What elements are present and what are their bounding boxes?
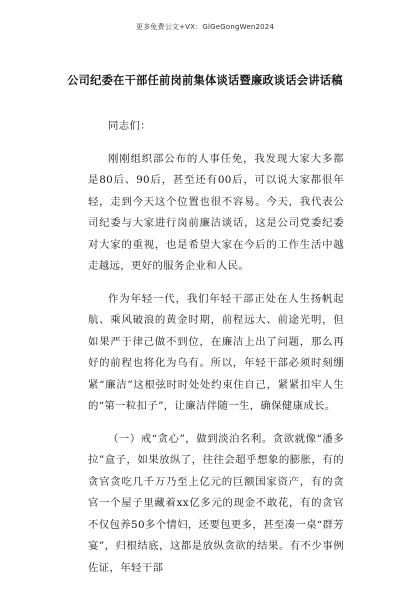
- paragraph-3: （一）戒“贪心”，做到淡泊名利。贪欲就像“潘多拉”盒子，如果放纵了，往往会超乎想象的膨胀，有的贪官贪吃几千万乃至上亿元的巨额国家资产，有的贪官一个屋子里藏着xx亿多元的现金不敢花，有的贪官不仅包养50多个情妇，还要包更多，甚至凑一桌“群芳宴”，归根结底，这都是放纵贪欲的结果。有不少事例佐证，年轻干部: [88, 432, 344, 574]
- salutation: 同志们：: [108, 120, 151, 132]
- header-note: 更多免费公文+VX：GlGeGongWen2024: [135, 23, 275, 31]
- paragraph-1: 刚刚组织部公布的人事任免，我发现大家大多都是80后、90后，甚至还有00后，可以说大家都很年轻，走到今天这个位置也很不容易。今天，我代表公司纪委与大家进行岗前廉洁谈话，这是公司党委纪委对大家的重视，也是希望大家在今后的工作生活中越走越远，更好的服务企业和人民。: [88, 152, 344, 272]
- document-body: [88, 116, 344, 590]
- paragraph-2: 作为年轻一代，我们年轻干部正处在人生扬帆起航、乘风破浪的黄金时期，前程远大、前途光明，但如果严于律己做不到位，在廉洁上出了问题，那么再好的前程也将化为乌有。所以，年轻干部必须时刻绷紧“廉洁”这根弦时时处处约束住自己，紧紧扣牢人生的“第一粒扣子”，让廉洁伴随一生，确保健康成长。: [88, 292, 344, 412]
- document-title: 公司纪委在干部任前岗前集体谈话暨廉政谈话会讲话稿: [67, 74, 343, 87]
